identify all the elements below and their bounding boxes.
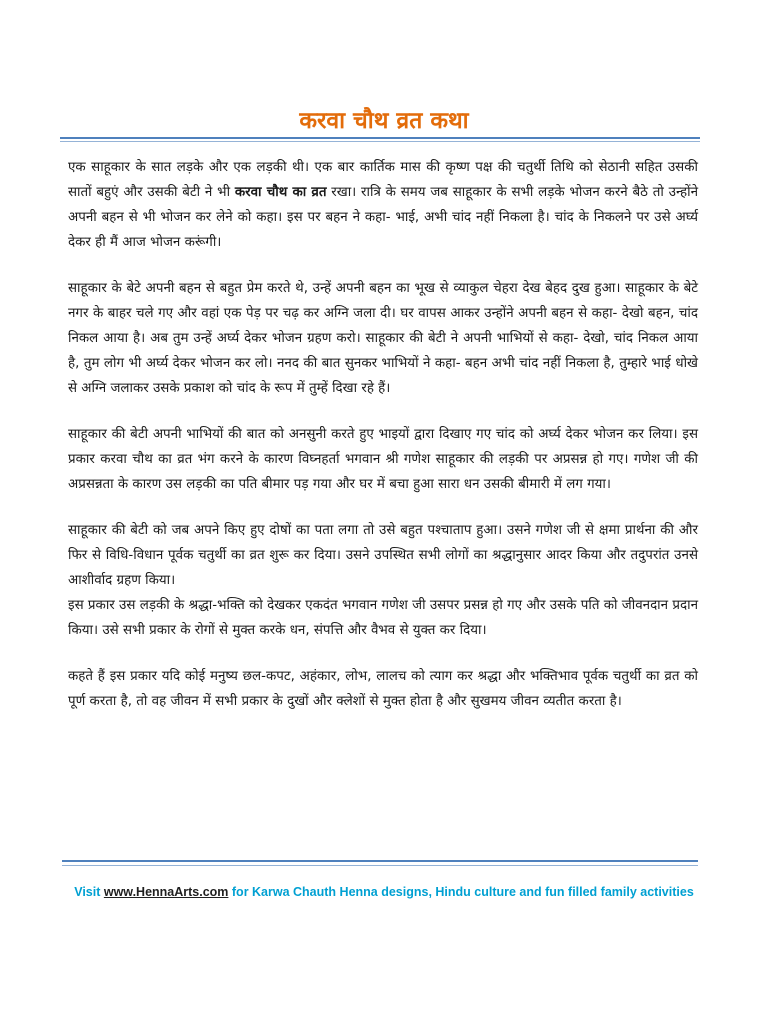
story-body <box>68 155 698 735</box>
footer-divider-secondary <box>62 865 698 866</box>
paragraph-6: कहते हैं इस प्रकार यदि कोई मनुष्य छल-कपट, अहंकार, लोभ, लालच को त्याग कर श्रद्धा और भक्तिभाव पूर्वक चतुर्थी का व्रत को पूर्ण करता है, तो वह जीवन में सभी प्रकार के दुखों और क्लेशों से मुक्त होता है और सुखमय जीवन व्यतीत करता है। <box>68 669 698 709</box>
footer-prefix: Visit <box>74 885 104 899</box>
paragraph-1 <box>68 155 698 255</box>
footer-link[interactable]: www.HennaArts.com <box>103 885 229 899</box>
footer-suffix: for Karwa Chauth Henna designs, Hindu culture and fun filled family activities <box>228 885 694 899</box>
paragraph-1-bold-text: करवा चौथ का व्रत <box>234 185 327 200</box>
paragraph-3: साहूकार की बेटी अपनी भाभियों की बात को अनसुनी करते हुए भाइयों द्वारा दिखाए गए चांद को अर्घ्य देकर भोजन कर लिया। इस प्रकार करवा चौथ का व्रत भंग करने के कारण विघ्नहर्ता भगवान श्री गणेश साहूकार की लड़की पर अप्रसन्न हो गए। गणेश जी की अप्रसन्नता के कारण उस लड़की का पति बीमार पड़ गया और घर में बचा हुआ सारा धन उसकी बीमारी में लग गया। <box>68 427 698 492</box>
paragraph-1-text-before: एक साहूकार के सात लड़के और एक लड़की थी। एक बार कार्तिक मास की कृष्ण पक्ष की चतुर्थी तिथि को सेठानी सहित उसकी सातों बहुएं और उसकी बेटी ने भी <box>68 160 698 200</box>
footer-divider <box>62 860 698 862</box>
footer-line <box>0 885 768 899</box>
paragraph-4: साहूकार की बेटी को जब अपने किए हुए दोषों का पता लगा तो उसे बहुत पश्चाताप हुआ। उसने गणेश जी से क्षमा प्रार्थना की और फिर से विधि-विधान पूर्वक चतुर्थी का व्रत शुरू कर दिया। उसने उपस्थित सभी लोगों का श्रद्धानुसार आदर किया और तदुपरांत उनसे आशीर्वाद ग्रहण किया। <box>68 523 698 588</box>
document-title: करवा चौथ व्रत कथा <box>299 108 469 134</box>
title-divider-secondary <box>60 141 700 142</box>
paragraph-5: इस प्रकार उस लड़की के श्रद्धा-भक्ति को देखकर एकदंत भगवान गणेश जी उसपर प्रसन्न हो गए और उसके पति को जीवनदान प्रदान किया। उसे सभी प्रकार के रोगों से मुक्त करके धन, संपत्ति और वैभव से युक्त कर दिया। <box>68 598 698 638</box>
paragraph-1-text-after: रखा। रात्रि के समय जब साहूकार के सभी लड़के भोजन करने बैठे तो उन्होंने अपनी बहन से भी भोजन कर लेने को कहा। इस पर बहन ने कहा- भाई, अभी चांद नहीं निकला है। चांद के निकलने पर उसे अर्घ्य देकर ही मैं आज भोजन करूंगी। <box>68 185 698 250</box>
title-divider <box>60 137 700 139</box>
paragraph-2: साहूकार के बेटे अपनी बहन से बहुत प्रेम करते थे, उन्हें अपनी बहन का भूख से व्याकुल चेहरा देख बेहद दुख हुआ। साहूकार के बेटे नगर के बाहर चले गए और वहां एक पेड़ पर चढ़ कर अग्नि जला दी। घर वापस आकर उन्होंने अपनी बहन से कहा- देखो बहन, चांद निकल आया है। अब तुम उन्हें अर्घ्य देकर भोजन ग्रहण करो। साहूकार की बेटी ने अपनी भाभियों से कहा- देखो, चांद निकल आया है, तुम लोग भी अर्घ्य देकर भोजन कर लो। ननद की बात सुनकर भाभियों ने कहा- बहन अभी चांद नहीं निकला है, तुम्हारे भाई धोखे से अग्नि जलाकर उसके प्रकाश को चांद के रूप में तुम्हें दिखा रहे हैं। <box>68 281 698 396</box>
